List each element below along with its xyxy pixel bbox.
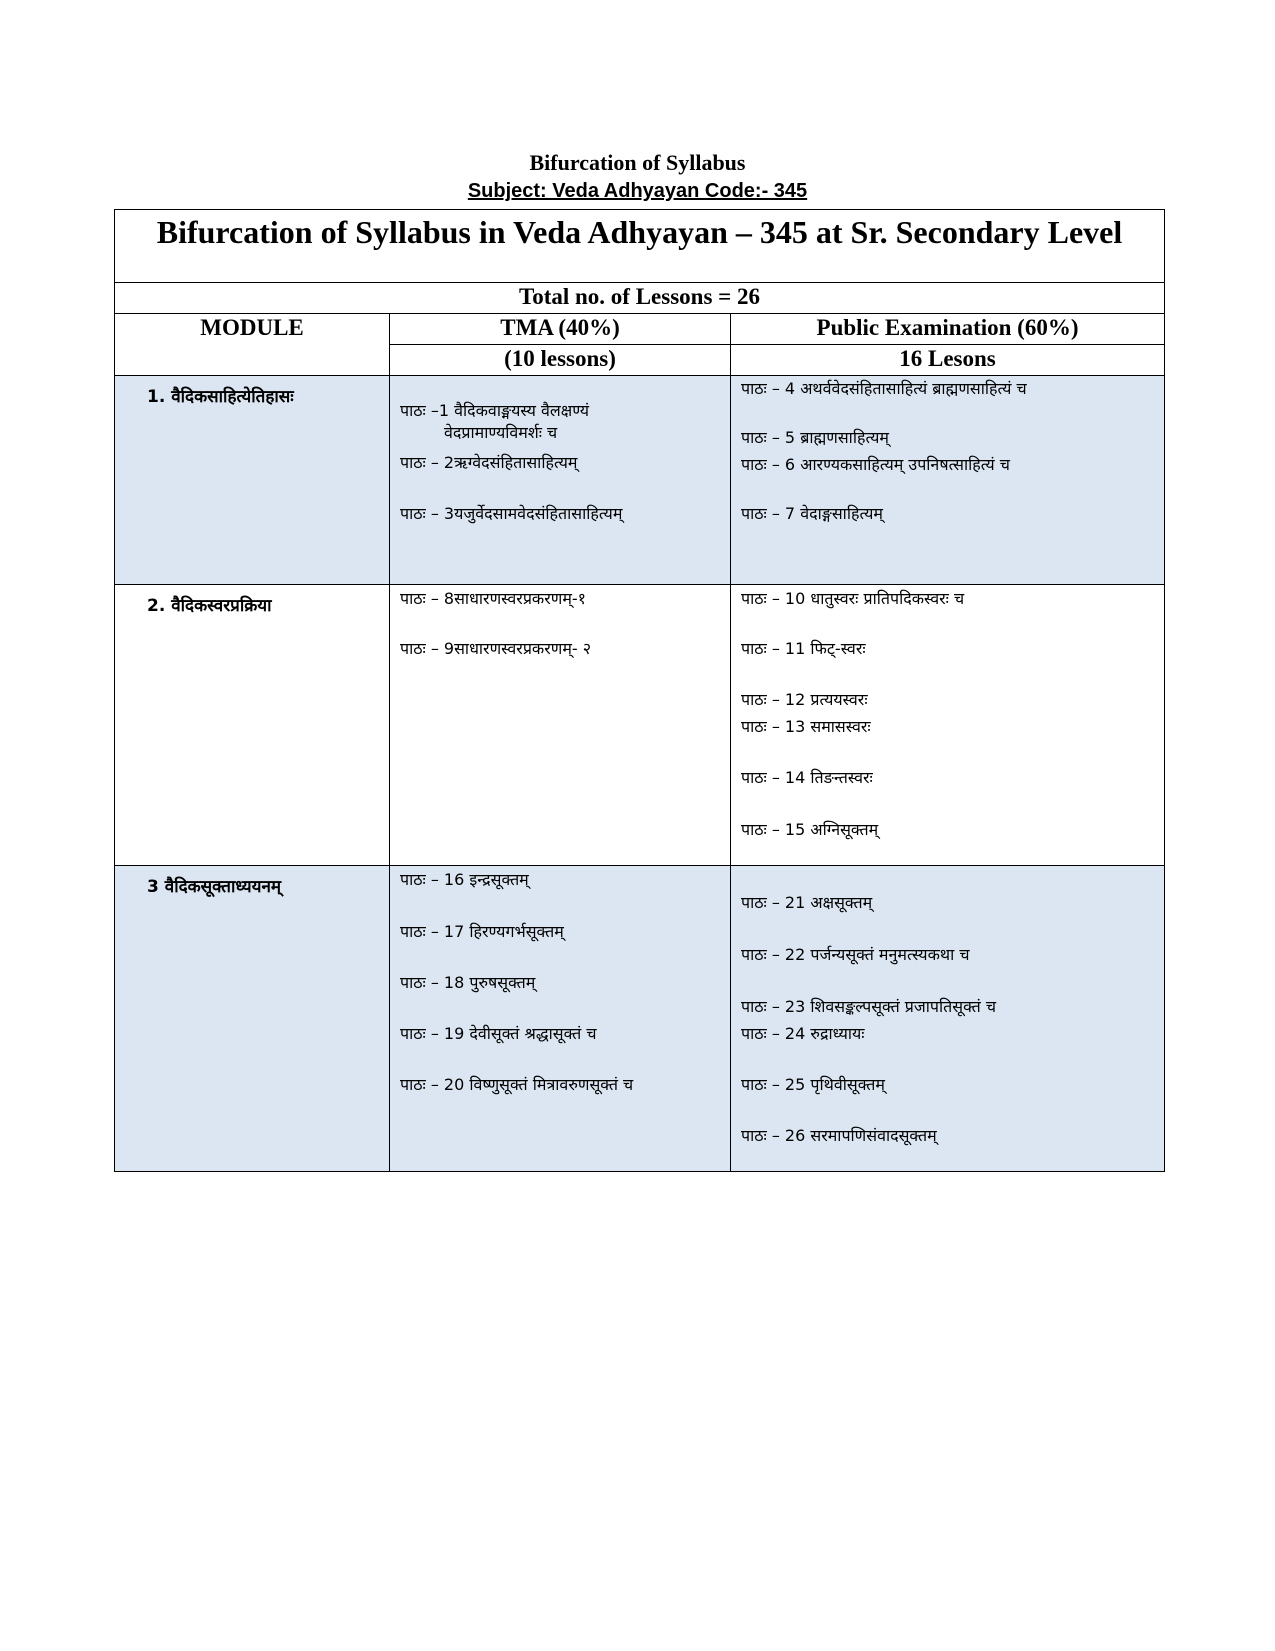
public-lessons [731,376,1165,585]
lesson-item: पाठः – 20 विष्णुसूक्तं मित्रावरुणसूक्तं च [400,1075,634,1094]
lesson-item: पाठः – 7 वेदाङ्गसाहित्यम् [741,504,883,523]
syllabus-table [114,209,1165,1172]
lesson-item: पाठः – 6 आरण्यकसाहित्यम् उपनिषत्साहित्यं च [741,455,1010,474]
header-tma: TMA (40%) [390,314,731,345]
lesson-item: पाठः – 9साधारणस्वरप्रकरणम्- २ [400,639,592,658]
lesson-item: पाठः – 24 रुद्राध्यायः [741,1024,865,1043]
public-lessons [731,585,1165,866]
header-module: MODULE [115,314,390,376]
lesson-item: पाठः – 19 देवीसूक्तं श्रद्धासूक्तं च [400,1024,597,1043]
lesson-item: पाठः – 8साधारणस्वरप्रकरणम्-१ [400,589,586,608]
lesson-item: पाठः – 3यजुर्वेदसामवेदसंहितासाहित्यम् [400,504,623,523]
lesson-item: पाठः – 10 धातुस्वरः प्रातिपदिकस्वरः च [741,589,965,608]
total-lessons: Total no. of Lessons = 26 [115,283,1165,314]
lesson-item: पाठः – 22 पर्जन्यसूक्तं मनुमत्स्यकथा च [741,945,970,964]
document-title: Bifurcation of Syllabus [529,150,746,175]
lesson-item: पाठः – 4 अथर्ववेदसंहितासाहित्यं ब्राह्मणसाहित्यं च [741,379,1027,398]
lesson-item: पाठः – 25 पृथिवीसूक्तम् [741,1075,885,1094]
subject-line: Subject: Veda Adhyayan Code:- 345 [467,180,808,202]
header-public-count: 16 Lesons [731,345,1165,376]
table-banner: Bifurcation of Syllabus in Veda Adhyayan – 345 at Sr. Secondary Level [115,210,1165,283]
module-label: 1. वैदिकसाहित्येतिहासः [115,376,390,585]
table-row [115,866,1165,1172]
lesson-item: पाठः – 16 इन्द्रसूक्तम् [400,870,529,889]
module-label: 3 वैदिकसूक्ताध्ययनम् [115,866,390,1172]
lesson-item: पाठः – 12 प्रत्ययस्वरः [741,690,868,709]
lesson-item: पाठः – 2ऋग्वेदसंहितासाहित्यम् [400,453,578,472]
tma-lessons [390,585,731,866]
lesson-item: पाठः –1 वैदिकवाङ्मयस्य वैलक्षण्यं वेदप्रामाण्यविमर्शः च [400,401,590,442]
lesson-item: पाठः – 13 समासस्वरः [741,717,871,736]
lesson-item: पाठः – 21 अक्षसूक्तम् [741,893,873,912]
tma-lessons [390,866,731,1172]
module-label: 2. वैदिकस्वरप्रक्रिया [115,585,390,866]
lesson-item: पाठः – 17 हिरण्यगर्भसूक्तम् [400,922,564,941]
table-row [115,585,1165,866]
table-row [115,376,1165,585]
lesson-item: पाठः – 5 ब्राह्मणसाहित्यम् [741,428,889,447]
lesson-item: पाठः – 18 पुरुषसूक्तम् [400,973,536,992]
tma-lessons [390,376,731,585]
lesson-item: पाठः – 14 तिङन्तस्वरः [741,768,873,787]
header-tma-count: (10 lessons) [390,345,731,376]
lesson-item: पाठः – 15 अग्निसूक्तम् [741,820,879,839]
header-public: Public Examination (60%) [731,314,1165,345]
lesson-item: पाठः – 11 फिट्-स्वरः [741,639,866,658]
public-lessons [731,866,1165,1172]
lesson-item: पाठः – 26 सरमापणिसंवादसूक्तम् [741,1126,937,1145]
lesson-item: पाठः – 23 शिवसङ्कल्पसूक्तं प्रजापतिसूक्तं च [741,997,997,1016]
